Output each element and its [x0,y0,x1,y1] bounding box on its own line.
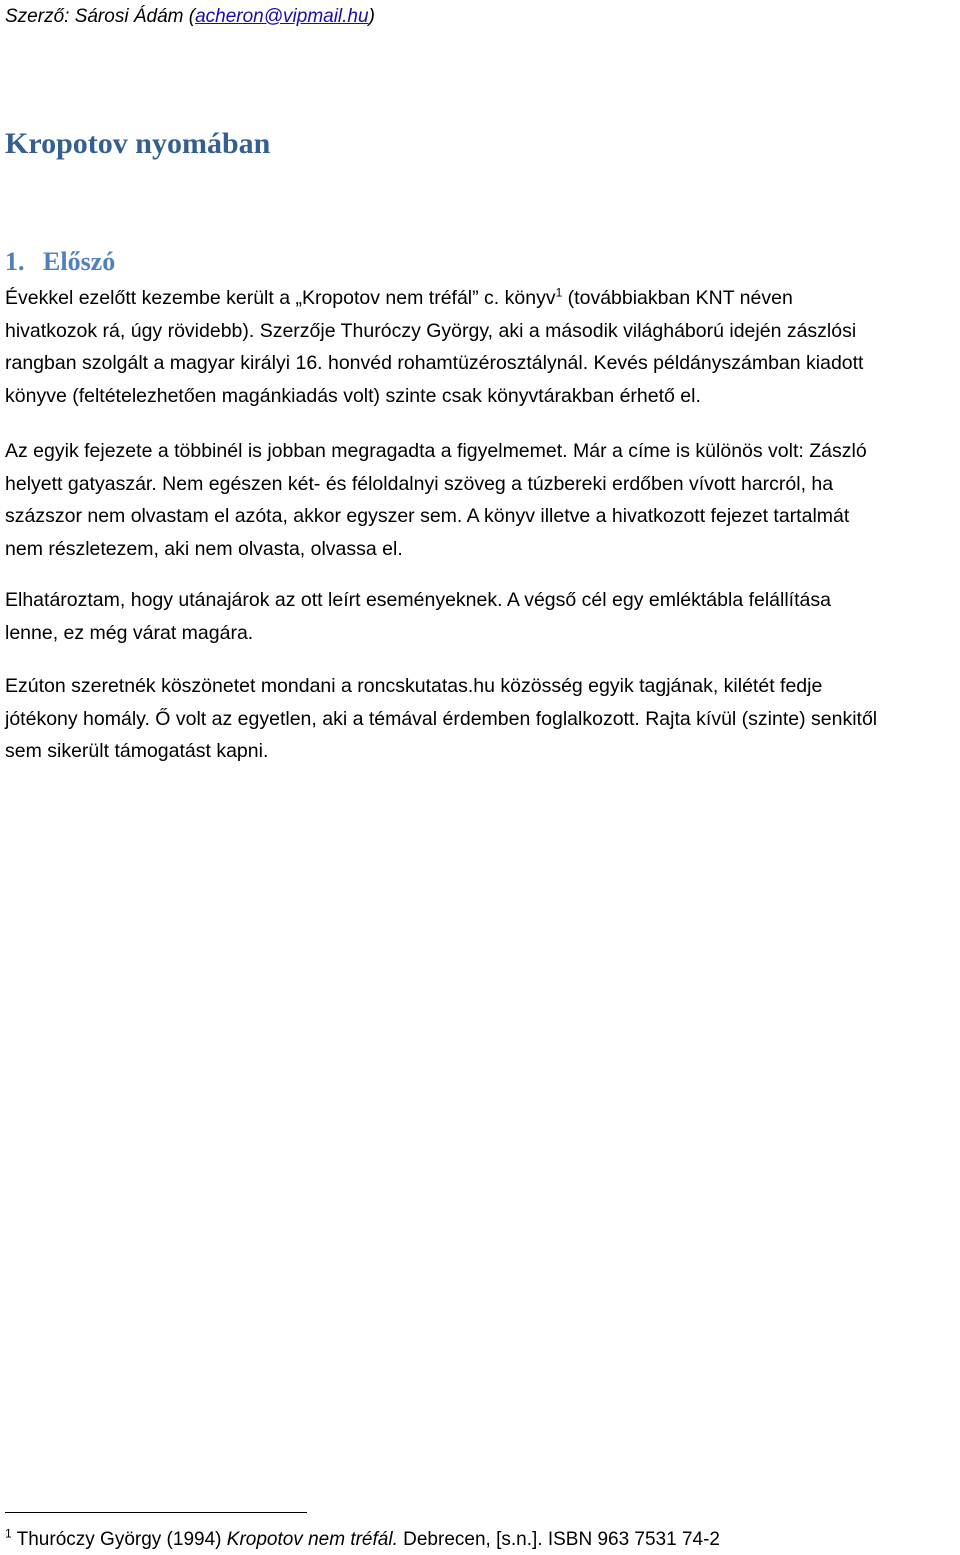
document-title: Kropotov nyomában [5,127,271,160]
footnote-text: Debrecen, [s.n.]. ISBN 963 7531 74-2 [397,1529,720,1550]
paragraph-4 [5,670,957,768]
footnote-book-title: Kropotov nem tréfál. [226,1529,398,1550]
paragraph-line: jótékony homály. Ő volt az egyetlen, aki a témával érdemben foglalkozott. Rajta kívül (szinte) senkitől [5,707,878,730]
paragraph-line: sem sikerült támogatást kapni. [5,740,269,763]
paragraph-line: Elhatároztam, hogy utánajárok az ott leírt eseményeknek. A végső cél egy emléktábla felállítása [5,589,831,611]
author-line [5,4,375,30]
footnote-separator [5,1512,307,1513]
footnote-text: Thuróczy György (1994) [11,1529,227,1550]
paragraph-line: hivatkozok rá, úgy rövidebb). Szerzője Thuróczy György, aki a második világháború idején zászlósi [5,319,857,342]
author-prefix: Szerző: Sárosi Ádám ( [5,6,196,27]
paragraph-1 [5,282,957,413]
paragraph-line: lenne, ez még várat magára. [5,621,254,644]
section-number: 1. [5,247,25,276]
paragraph-line: helyett gatyaszár. Nem egészen két- és féloldalnyi szöveg a túzbereki erdőben vívott harcról, ha [5,472,834,495]
paragraph-line: Az egyik fejezete a többinél is jobban megragadta a figyelmemet. Már a címe is különös volt: Zászló [5,440,867,462]
paragraph-line: könyve (feltételezhetően magánkiadás volt) szinte csak könyvtárakban érhető el. [5,385,701,408]
paragraph-line: százszor nem olvastam el azóta, akkor egyszer sem. A könyv illetve a hivatkozott fejezet tartalmát [5,505,850,528]
author-suffix: ) [368,6,375,27]
paragraph-line [5,282,957,315]
section-title: Előszó [43,247,116,276]
footnote [5,1527,720,1553]
paragraph-3 [5,584,957,649]
paragraph-line: Ezúton szeretnék köszönetet mondani a roncskutatas.hu közösség egyik tagjának, kilétét fedje [5,675,823,697]
paragraph-line: nem részletezem, aki nem olvasta, olvassa el. [5,538,403,561]
author-email-link[interactable]: acheron@vipmail.hu [195,6,369,27]
paragraph-line: rangban szolgált a magyar királyi 16. honvéd rohamtüzérosztálynál. Kevés példányszámban kiadott [5,352,864,375]
section-heading [5,244,115,280]
paragraph-text: (továbbiakban KNT néven [562,287,793,309]
paragraph-text: Évekkel ezelőtt kezembe került a „Kropotov nem tréfál” c. könyv [5,287,556,309]
footnote-reference[interactable]: 1 [555,285,563,300]
footnote-number: 1 [5,1526,12,1541]
paragraph-2 [5,435,957,566]
